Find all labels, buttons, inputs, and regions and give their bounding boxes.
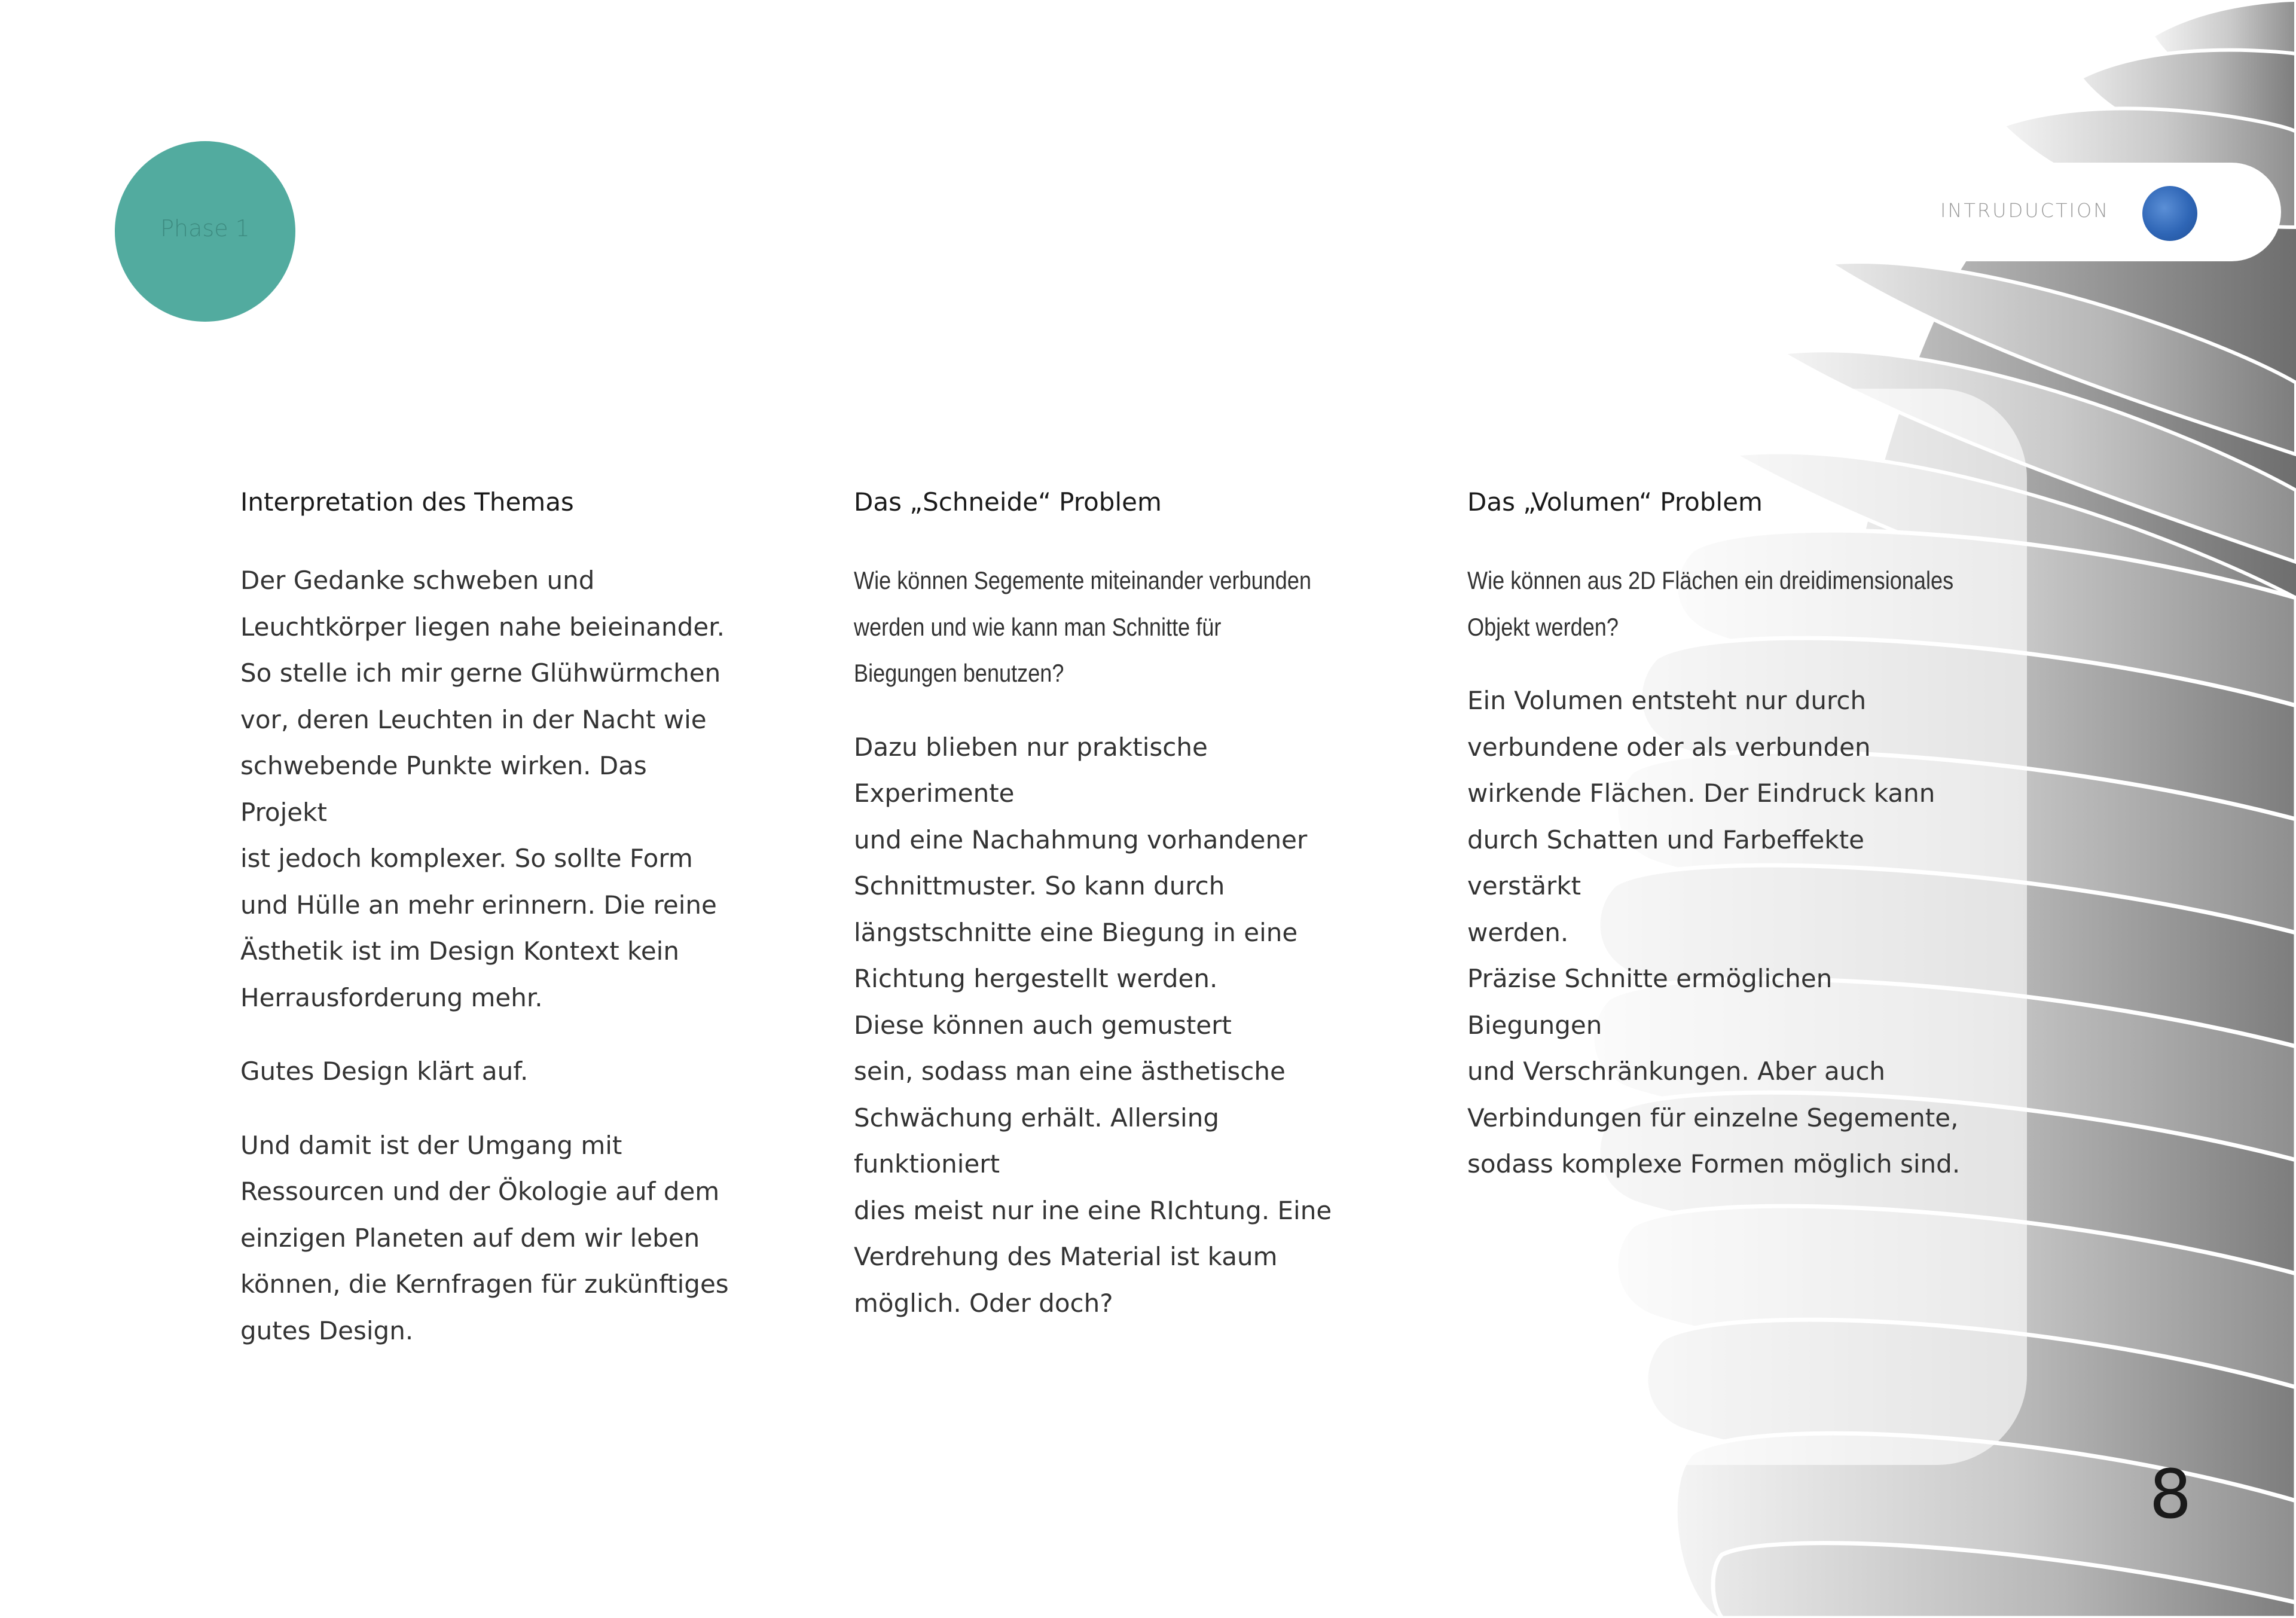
phase-label: Phase 1 [160, 215, 250, 242]
column-heading: Das „Schneide“ Problem [854, 487, 1162, 517]
paragraph: Der Gedanke schweben und Leuchtkörper liegen nahe beieinander. So stelle ich mir gerne Glühwürmchen vor, deren Leuchten in der Nacht wie schwebende Punkte wirken. Das Projekt ist jedoch komplexer. So sollte Form und Hülle an mehr erinnern. Die reine Ästhetik ist im Design Kontext kein Herrausforderung mehr. [240, 566, 725, 1012]
question-text: Wie können aus 2D Flächen ein dreidimensionales Objekt werden? [1467, 566, 1954, 641]
page-number: 8 [2149, 1456, 2192, 1534]
paragraph: Ein Volumen entsteht nur durch verbundene oder als verbunden wirkende Flächen. Der Eindruck kann durch Schatten und Farbeffekte verstärkt werden. Präzise Schnitte ermöglichen Biegungen und Verschränkungen. Aber auch Verbindungen für einzelne Segemente, sodass komplexe Formen möglich sind. [1467, 686, 1961, 1179]
question-text: Wie können Segemente miteinander verbunden werden und wie kann man Schnitte für Biegungen benutzen? [854, 566, 1312, 687]
column-heading: Interpretation des Themas [240, 487, 574, 517]
column-interpretation [240, 484, 737, 1381]
section-label: INTRUDUCTION [1940, 199, 2110, 222]
column-volumen-problem [1467, 484, 1964, 1215]
paragraph: Gutes Design klärt auf. [240, 1057, 529, 1086]
column-heading: Das „Volumen“ Problem [1467, 487, 1763, 517]
paragraph: Und damit ist der Umgang mit Ressourcen und der Ökologie auf dem einzigen Planeten auf dem wir leben können, die Kernfragen für zukünftiges gutes Design. [240, 1130, 729, 1345]
paragraph: Dazu blieben nur praktische Experimente und eine Nachahmung vorhandener Schnittmuster. So kann durch längstschnitte eine Biegung in eine Richtung hergestellt werden. Diese können auch gemustert sein, sodass man eine ästhetische Schwächung erhält. Allersing funktioniert dies meist nur ine eine RIchtung. Eine Verdrehung des Material ist kaum möglich. Oder doch? [854, 732, 1332, 1318]
section-dot-icon [2142, 186, 2197, 241]
column-schneide-problem [854, 484, 1350, 1354]
